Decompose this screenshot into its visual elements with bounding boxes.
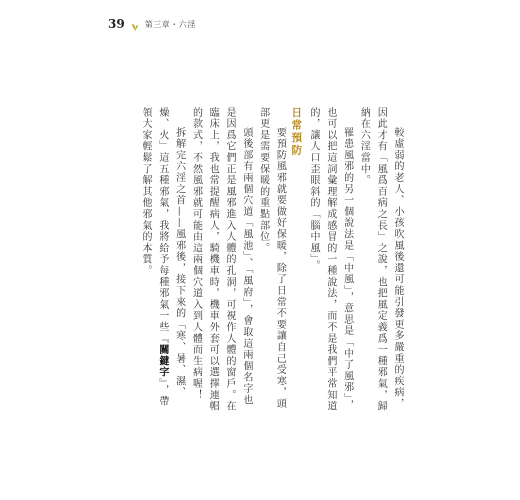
body-text bbox=[140, 107, 405, 417]
paragraph-acupoints: 頭後部有兩個穴道「風池」、「風府」，會取這兩個名字也是因爲它們正是風邪進入人體的孔洞，可視作人體的窗戶。在臨床上，我也常提醒病人，騎機車時，機車外套可以選擇連帽的款式，不然風邪就可能由這兩個穴道入到人體而生病喔！ bbox=[190, 107, 252, 413]
page-number: 39 bbox=[108, 17, 125, 31]
paragraph-zhongfeng: 罹患風邪的另一個說法是「中風」，意思是「中了風邪」，也可以把這詞彙理解成感冒的一種說法，而不是我們平常知道的，讓人口歪眼斜的「腦中風」。 bbox=[308, 107, 353, 413]
paragraph-prevention: 要預防風邪就要做好保暖，除了日常不要讓自己受寒，頭部更是需要保暖的重點部位。 bbox=[257, 107, 286, 410]
paragraph-keywords bbox=[136, 107, 186, 417]
keyword-emphasis: 關鍵字 bbox=[156, 344, 168, 379]
section-heading: 日常預防 bbox=[290, 107, 303, 157]
paragraph-elderly-children: 較虛弱的老人、小孩吹風後還可能引發更多嚴重的疾病，因此才有「風爲百病之長」之說，也把風定義爲一種邪氣，歸納在六淫當中。 bbox=[358, 107, 403, 413]
page-header bbox=[108, 16, 196, 32]
leaf-icon bbox=[130, 18, 140, 30]
keywords-intro: 拆解完六淫之首——風邪後，接下來的「寒、暑、濕、燥、火」這五種邪氣，我將給予每種邪氣一些『 bbox=[156, 107, 185, 399]
keywords-outro: 』，帶領大家輕鬆了解其他邪氣的本質。 bbox=[140, 107, 168, 408]
chapter-title: 第三章・六淫 bbox=[144, 19, 196, 29]
